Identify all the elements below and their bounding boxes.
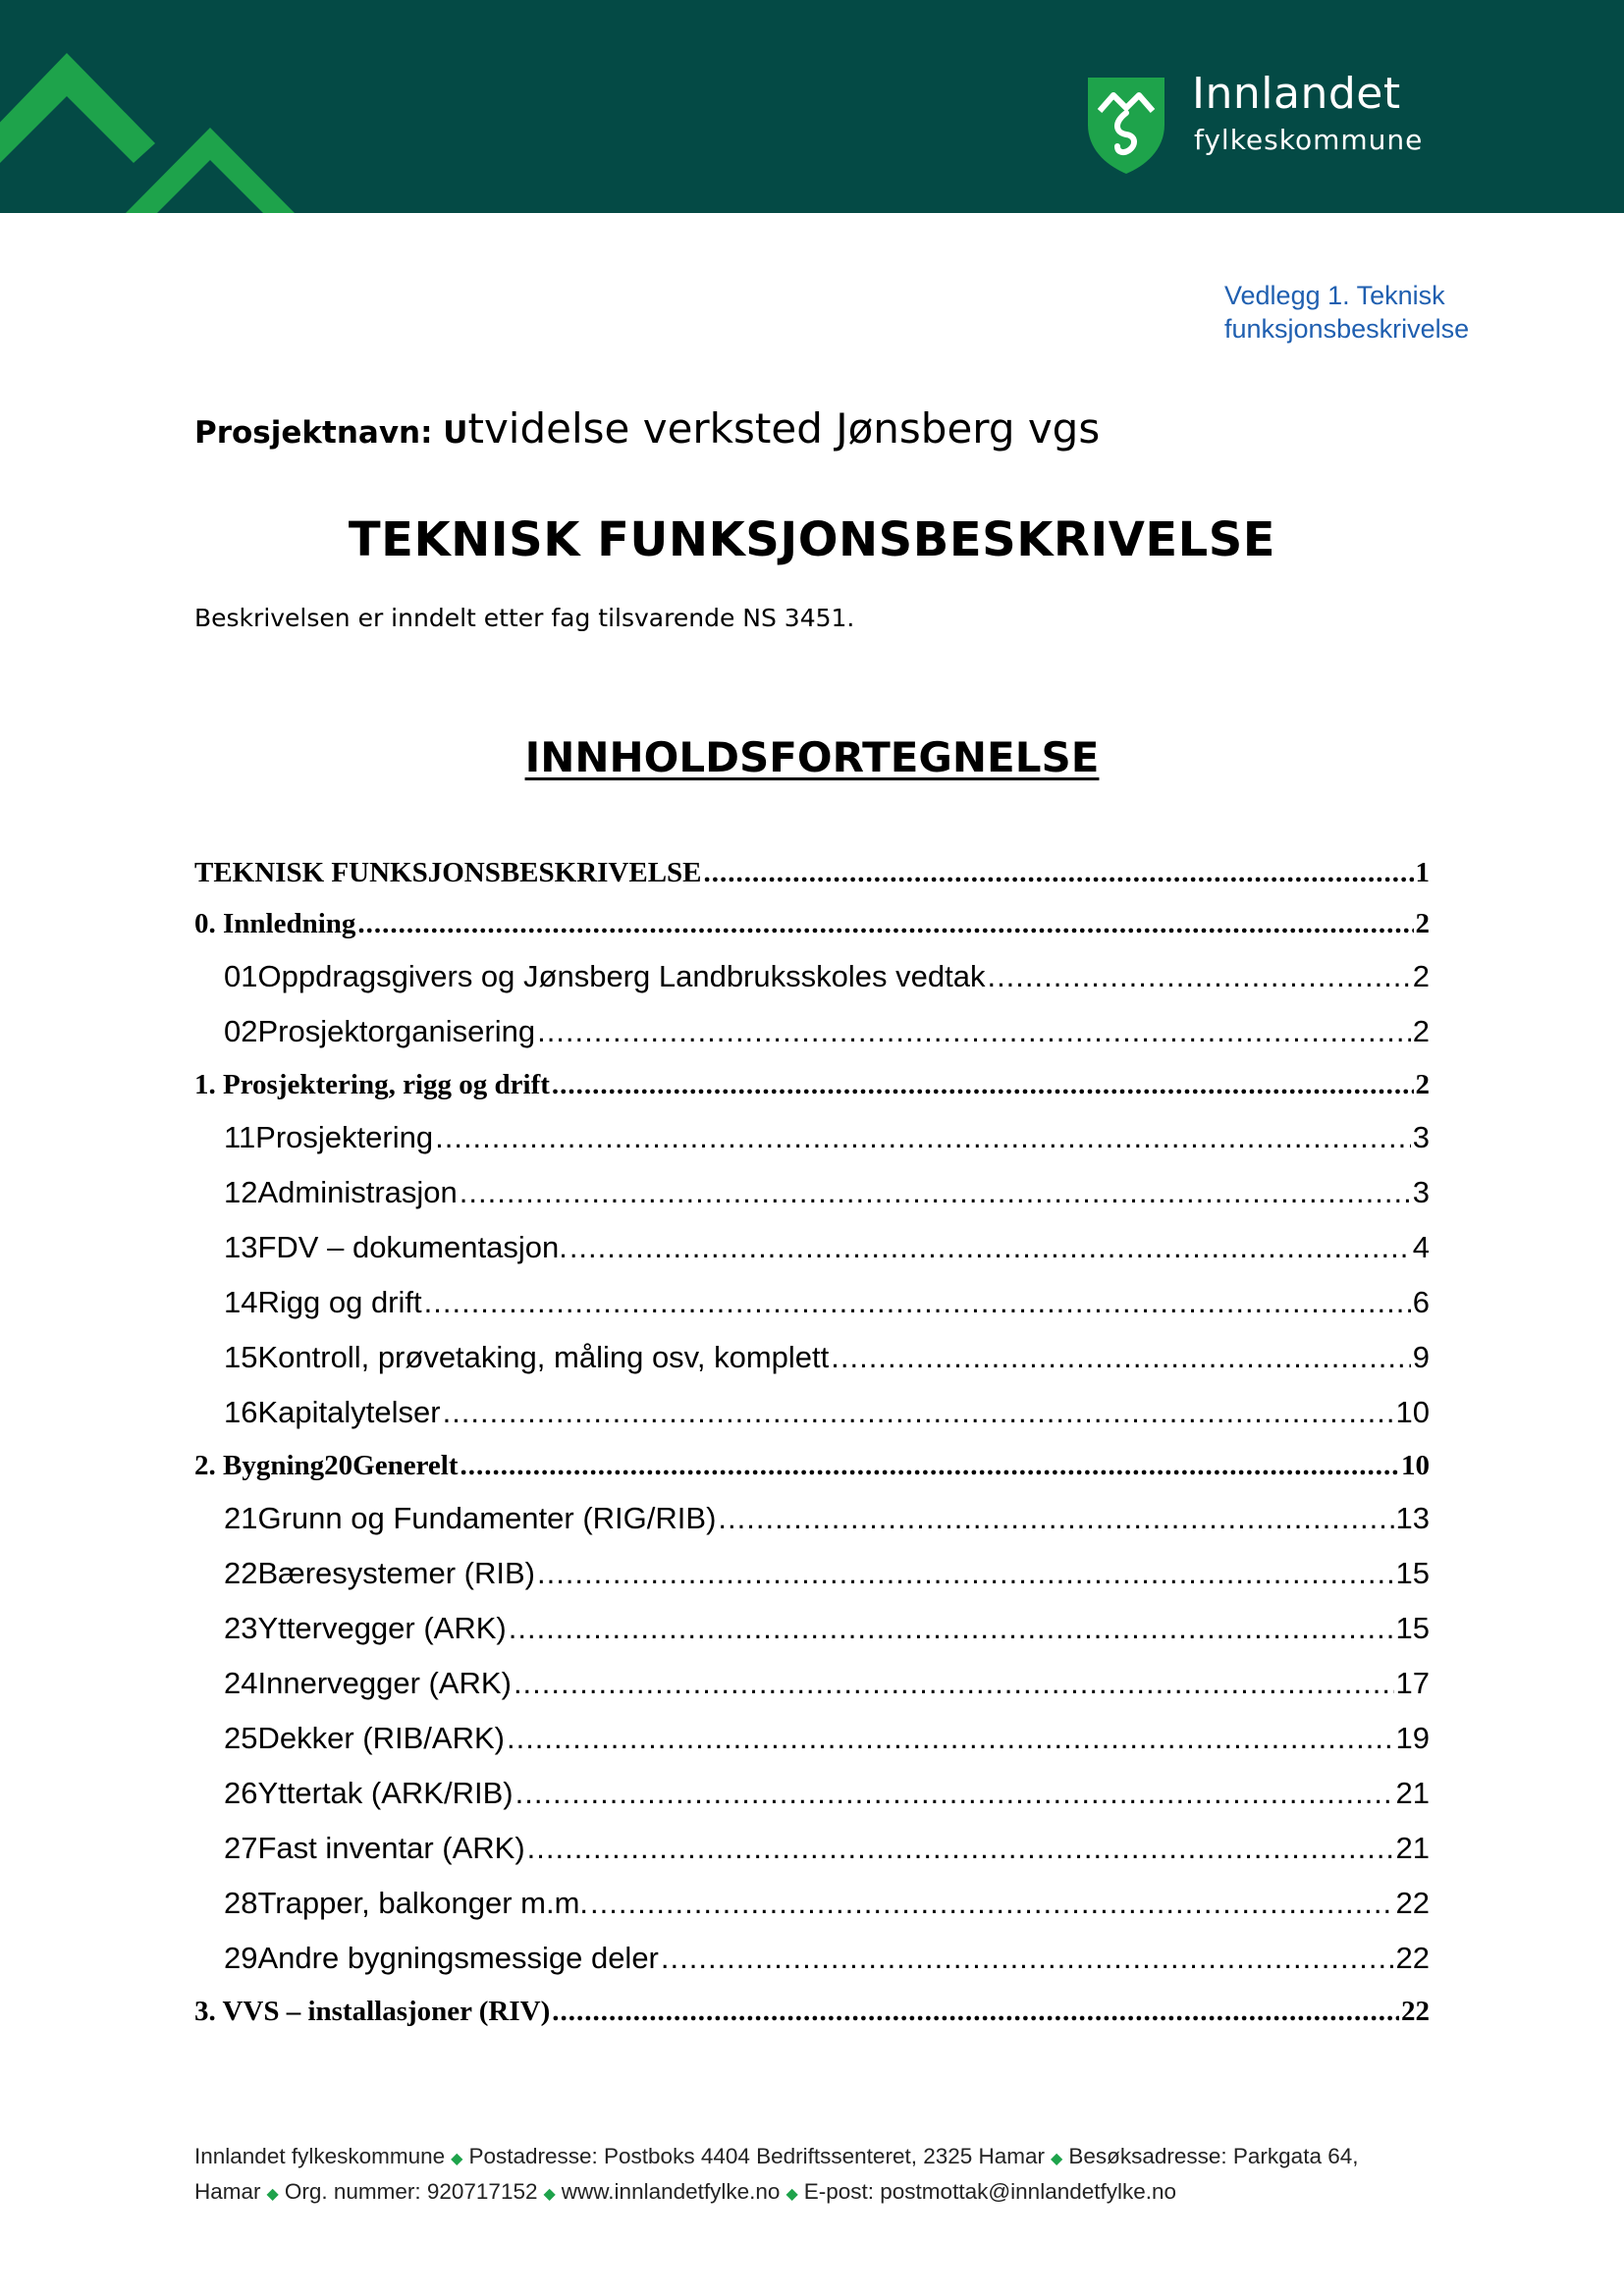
toc-entry-page: 2 (1412, 959, 1430, 993)
separator-dot-icon: ◆ (543, 2186, 556, 2203)
toc-entry-title: 16Kapitalytelser (224, 1395, 441, 1429)
toc-entry-page: 9 (1412, 1340, 1430, 1374)
toc-dot-leader (831, 1340, 1410, 1375)
toc-entry-page: 13 (1395, 1501, 1430, 1535)
toc-entry[interactable] (194, 1340, 1430, 1395)
toc-dot-leader (443, 1395, 1394, 1430)
toc-dot-leader (424, 1285, 1411, 1320)
footer-email-link[interactable]: E-post: postmottak@innlandetfylke.no (803, 2179, 1177, 2204)
toc-dot-leader (460, 1450, 1399, 1482)
toc-entry[interactable] (194, 1285, 1430, 1340)
toc-entry[interactable] (194, 1014, 1430, 1069)
toc-entry[interactable] (194, 908, 1430, 959)
toc-dot-leader (509, 1611, 1394, 1646)
toc-entry-page: 1 (1415, 857, 1430, 888)
toc-entry-page: 4 (1412, 1230, 1430, 1264)
table-of-contents (194, 857, 1430, 2047)
project-name: tvidelse verksted Jønsberg vgs (467, 404, 1101, 453)
footer-postal: Postadresse: Postboks 4404 Bedriftssenteret, 2325 Hamar (468, 2144, 1046, 2168)
toc-entry[interactable] (194, 1886, 1430, 1941)
toc-entry-page: 2 (1415, 1069, 1430, 1100)
separator-dot-icon: ◆ (266, 2186, 279, 2203)
mountain-chevrons-graphic (0, 0, 314, 213)
toc-entry-page: 21 (1395, 1831, 1430, 1865)
toc-dot-leader (460, 1175, 1411, 1210)
toc-entry-title: 27Fast inventar (ARK) (224, 1831, 525, 1865)
toc-dot-leader (507, 1721, 1394, 1756)
toc-entry[interactable] (194, 1556, 1430, 1611)
header-band (0, 0, 1624, 213)
toc-entry-title: 15Kontroll, prøvetaking, måling osv, komplett (224, 1340, 830, 1374)
toc-dot-leader (718, 1501, 1393, 1536)
toc-dot-leader (661, 1941, 1394, 1976)
toc-entry[interactable] (194, 1941, 1430, 1996)
toc-entry[interactable] (194, 1996, 1430, 2047)
document-title: TEKNISK FUNKSJONSBESKRIVELSE (348, 512, 1276, 567)
toc-entry-page: 6 (1412, 1285, 1430, 1319)
toc-entry[interactable] (194, 1069, 1430, 1120)
toc-dot-leader (569, 1230, 1411, 1265)
toc-dot-leader (590, 1886, 1393, 1921)
toc-entry-page: 3 (1412, 1120, 1430, 1154)
toc-entry-page: 2 (1415, 908, 1430, 939)
toc-entry[interactable] (194, 1120, 1430, 1175)
project-line (194, 404, 1100, 453)
logo-subtitle: fylkeskommune (1194, 124, 1424, 156)
toc-entry-page: 22 (1395, 1941, 1430, 1975)
toc-dot-leader (704, 857, 1414, 889)
separator-dot-icon: ◆ (451, 2151, 463, 2167)
toc-entry[interactable] (194, 1831, 1430, 1886)
toc-entry-title: 2. Bygning20Generelt (194, 1450, 459, 1481)
toc-entry[interactable] (194, 1666, 1430, 1721)
logo[interactable] (1084, 69, 1477, 187)
logo-title: Innlandet (1192, 69, 1401, 119)
toc-entry[interactable] (194, 1721, 1430, 1776)
attachment-label-line1: Vedlegg 1. Teknisk (1224, 281, 1445, 310)
toc-entry-page: 10 (1395, 1395, 1430, 1429)
toc-entry-title: 12Administrasjon (224, 1175, 458, 1209)
toc-entry-title: 01Oppdragsgivers og Jønsberg Landbruksskoles vedtak (224, 959, 986, 993)
toc-dot-leader (987, 959, 1410, 994)
footer-web-link[interactable]: www.innlandetfylke.no (561, 2179, 781, 2204)
footer-org: Innlandet fylkeskommune (194, 2144, 446, 2168)
toc-entry-title: 0. Innledning (194, 908, 356, 939)
toc-dot-leader (537, 1556, 1394, 1591)
toc-entry[interactable] (194, 1501, 1430, 1556)
toc-entry[interactable] (194, 1230, 1430, 1285)
toc-entry-title: 29Andre bygningsmessige deler (224, 1941, 659, 1975)
toc-entry-page: 19 (1395, 1721, 1430, 1755)
toc-dot-leader (552, 1996, 1399, 2028)
toc-entry-title: 23Yttervegger (ARK) (224, 1611, 507, 1645)
toc-entry[interactable] (194, 1175, 1430, 1230)
toc-entry-title: TEKNISK FUNKSJONSBESKRIVELSE (194, 857, 702, 888)
toc-entry[interactable] (194, 1776, 1430, 1831)
toc-entry-title: 14Rigg og drift (224, 1285, 422, 1319)
toc-entry-page: 22 (1401, 1996, 1430, 2027)
toc-dot-leader (514, 1666, 1394, 1701)
toc-entry[interactable] (194, 1611, 1430, 1666)
toc-dot-leader (435, 1120, 1411, 1155)
toc-heading: INNHOLDSFORTEGNELSE (524, 733, 1100, 781)
toc-entry-page: 22 (1395, 1886, 1430, 1920)
toc-entry-page: 3 (1412, 1175, 1430, 1209)
toc-dot-leader (515, 1776, 1394, 1811)
toc-entry-page: 2 (1412, 1014, 1430, 1048)
toc-dot-leader (552, 1069, 1414, 1101)
toc-entry-page: 10 (1401, 1450, 1430, 1481)
toc-entry[interactable] (194, 1450, 1430, 1501)
toc-entry-title: 13FDV – dokumentasjon. (224, 1230, 568, 1264)
attachment-label-line2: funksjonsbeskrivelse (1224, 314, 1470, 344)
separator-dot-icon: ◆ (1051, 2151, 1063, 2167)
project-label: Prosjektnavn: U (194, 415, 468, 451)
toc-dot-leader (537, 1014, 1411, 1049)
footer-visit: Besøksadresse: Parkgata 64, (1068, 2144, 1359, 2168)
toc-entry-title: 02Prosjektorganisering (224, 1014, 536, 1048)
toc-dot-leader (357, 908, 1413, 940)
toc-entry-title: 21Grunn og Fundamenter (RIG/RIB) (224, 1501, 717, 1535)
toc-entry-page: 15 (1395, 1556, 1430, 1590)
toc-entry[interactable] (194, 1395, 1430, 1450)
toc-entry-title: 1. Prosjektering, rigg og drift (194, 1069, 550, 1100)
footer (194, 2140, 1471, 2211)
toc-entry-title: 26Yttertak (ARK/RIB) (224, 1776, 514, 1810)
toc-entry-title: 3. VVS – installasjoner (RIV) (194, 1996, 551, 2027)
footer-city: Hamar (194, 2179, 261, 2204)
toc-entry-title: 24Innervegger (ARK) (224, 1666, 512, 1700)
toc-entry[interactable] (194, 959, 1430, 1014)
attachment-label (1224, 279, 1578, 346)
separator-dot-icon: ◆ (785, 2186, 798, 2203)
shield-logo-icon (1084, 74, 1168, 176)
toc-entry-title: 25Dekker (RIB/ARK) (224, 1721, 505, 1755)
intro-text: Beskrivelsen er inndelt etter fag tilsvarende NS 3451. (194, 604, 855, 632)
toc-entry-page: 21 (1395, 1776, 1430, 1810)
toc-entry[interactable] (194, 857, 1430, 908)
toc-entry-title: 28Trapper, balkonger m.m. (224, 1886, 589, 1920)
toc-entry-title: 22Bæresystemer (RIB) (224, 1556, 535, 1590)
toc-entry-page: 15 (1395, 1611, 1430, 1645)
footer-org-number: Org. nummer: 920717152 (284, 2179, 538, 2204)
toc-entry-page: 17 (1395, 1666, 1430, 1700)
toc-dot-leader (527, 1831, 1394, 1866)
toc-entry-title: 11Prosjektering (224, 1120, 434, 1154)
